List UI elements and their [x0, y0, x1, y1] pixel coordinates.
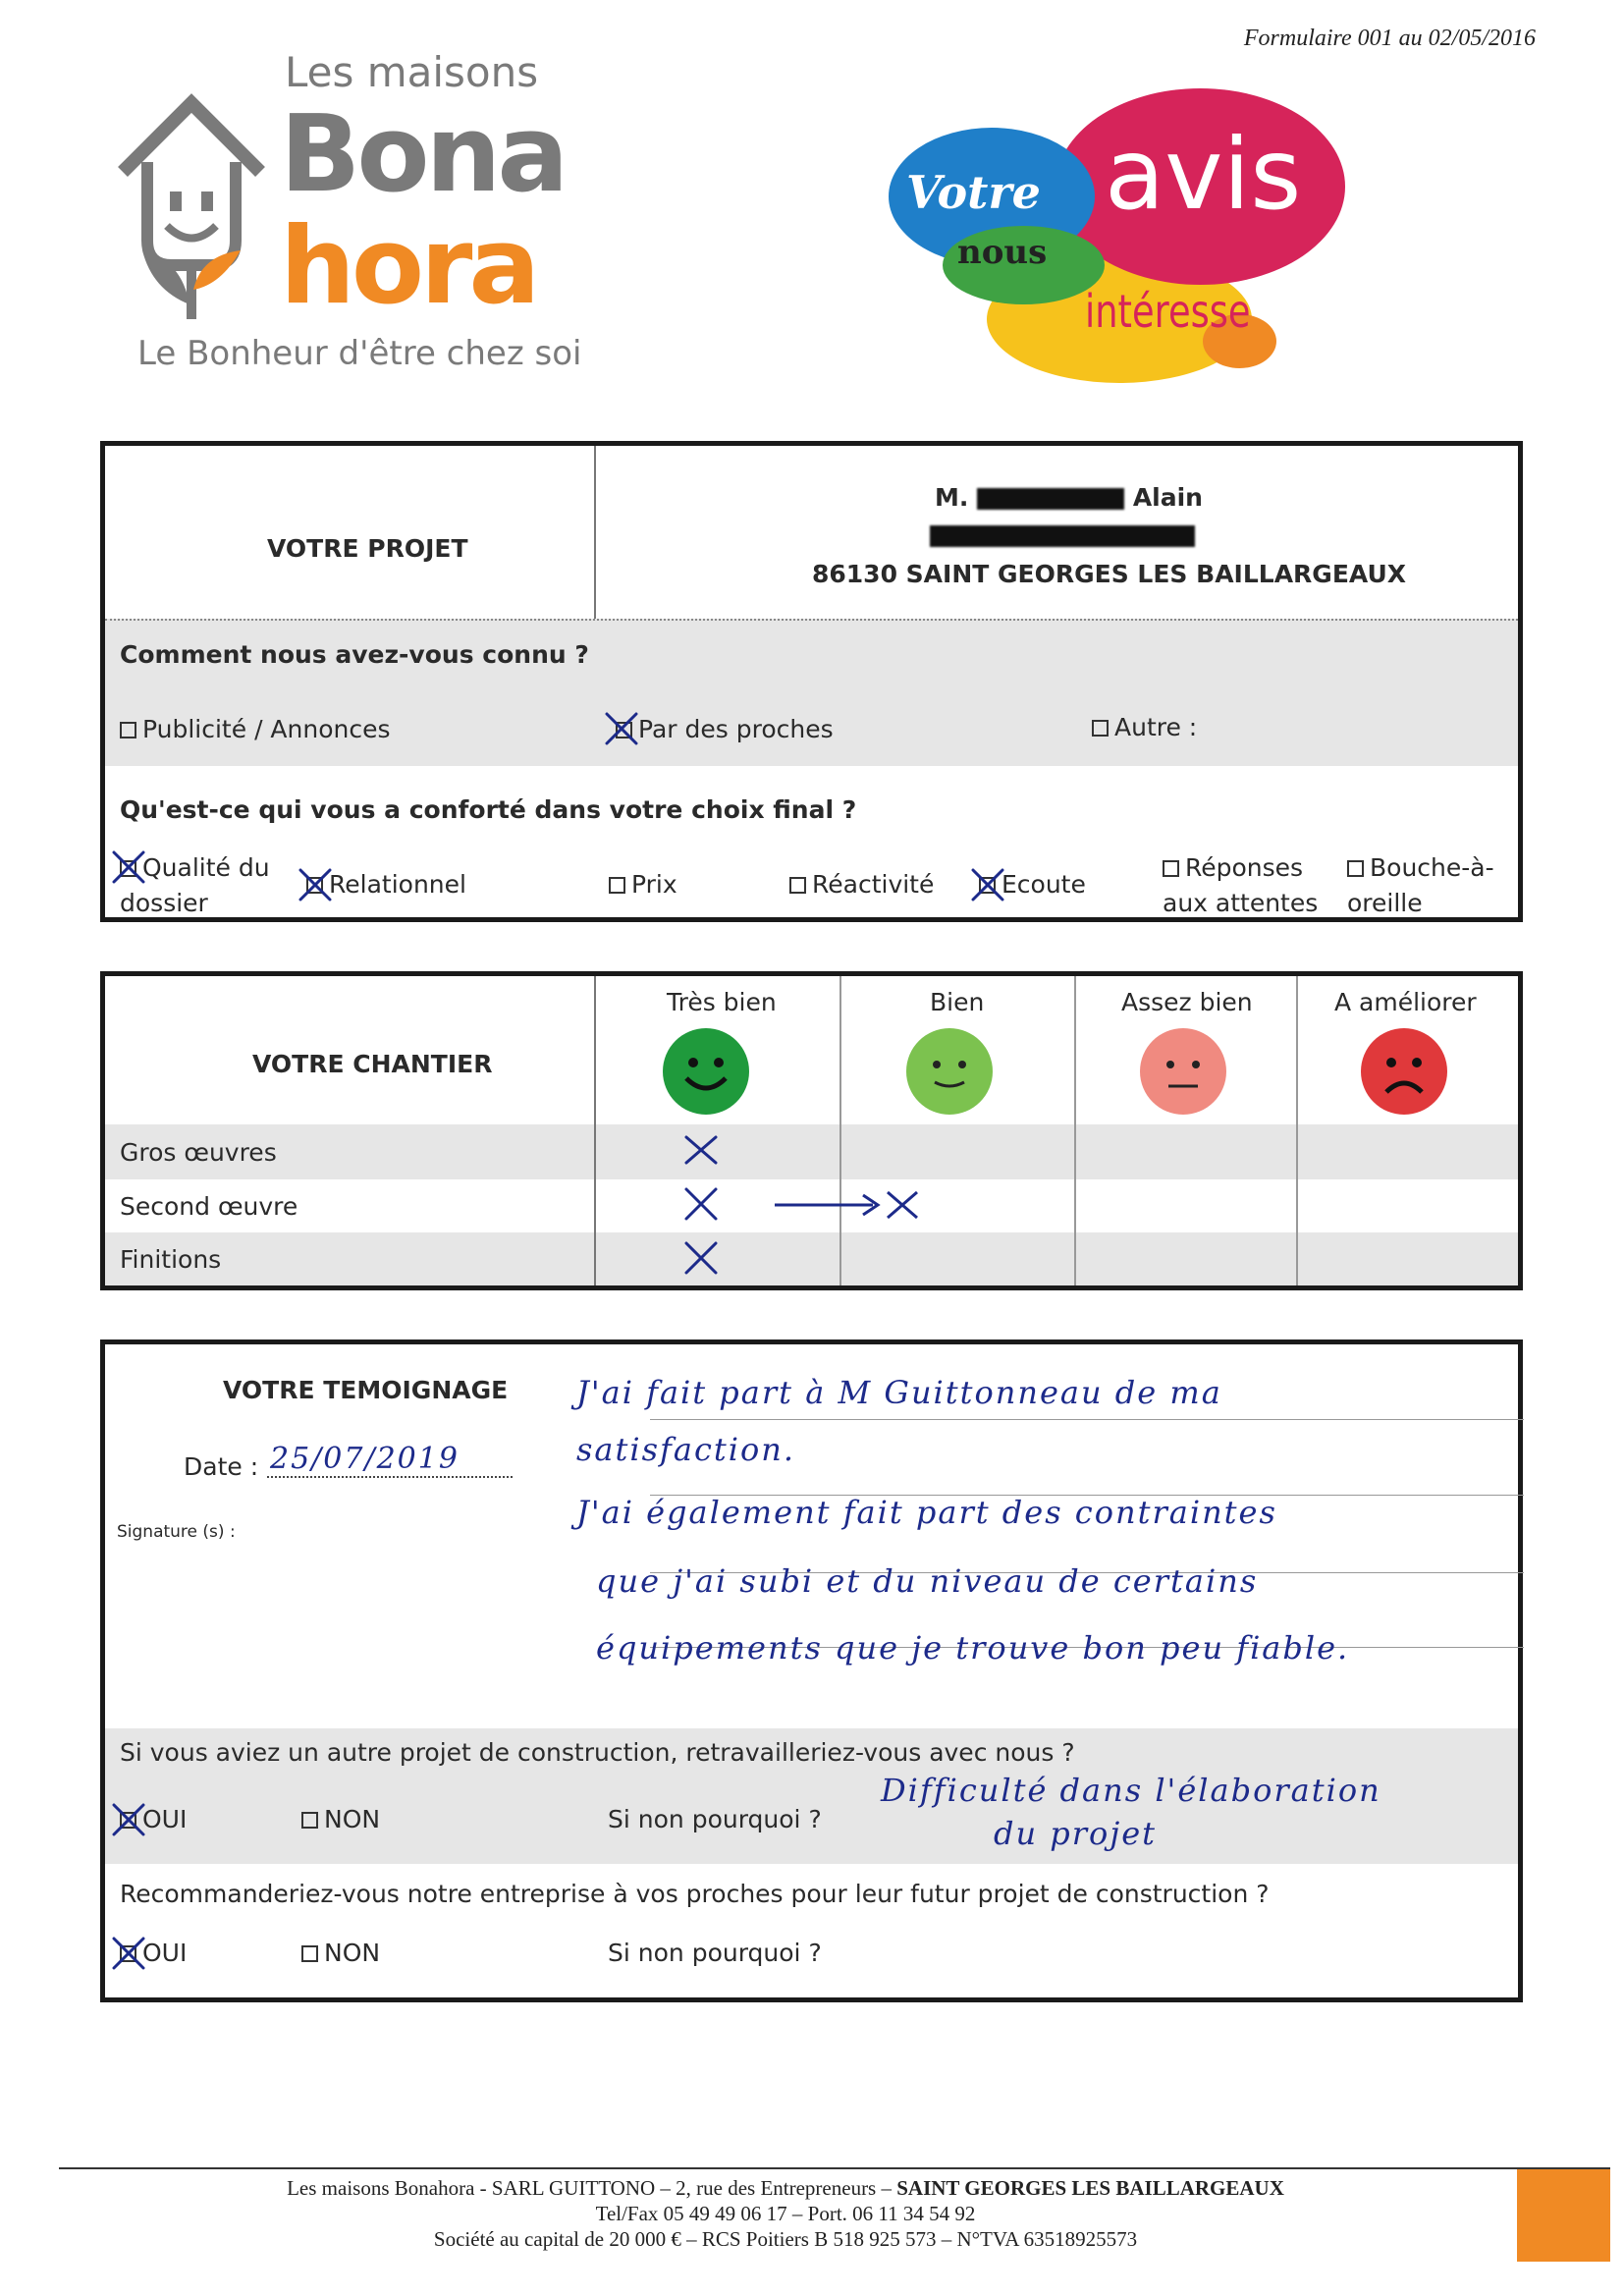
checkbox-par-des-proches[interactable]: Par des proches [616, 715, 834, 744]
client-city: 86130 SAINT GEORGES LES BAILLARGEAUX [812, 560, 1407, 588]
client-address-redacted [930, 520, 1195, 550]
projet-title: VOTRE PROJET [267, 534, 468, 563]
checkbox-bouche-a-oreille[interactable]: Bouche-à-oreille [1347, 853, 1494, 917]
neutral-face-icon [1139, 1027, 1227, 1116]
temoignage-section: VOTRE TEMOIGNAGE Date : 25/07/2019 Signature (s) : J'ai fait part à M Guittonneau de ma satisfaction. J'ai également fait part des contraintes que j'ai subi et du niveau de certains équipements que je trouve bon peu fiable. Si vous aviez un autre projet de construction, retravailleriez-vous avec nous ? OUI NON Si non pourquoi ? Difficulté dans l'élaboration du projet Recommanderiez-vous notre entreprise à vos proches pour leur futur projet de construction ? OUI NON Si non pourquoi ? [100, 1339, 1523, 2002]
footer-line-3: Société au capital de 20 000 € – RCS Poitiers B 518 925 573 – N°TVA 63518925573 [433, 2227, 1138, 2251]
footer-divider [59, 2167, 1610, 2169]
very-happy-face-icon [662, 1027, 750, 1116]
checkbox-recommander-non[interactable]: NON [301, 1939, 380, 1968]
checkbox-qualite-dossier[interactable]: Qualité du dossier [120, 853, 270, 917]
logo-line-1: Les maisons [285, 48, 539, 96]
check-mark-icon [969, 866, 1008, 905]
company-logo [113, 49, 623, 383]
banner-word-votre: Votre [906, 166, 1041, 219]
checkbox-relationnel[interactable]: Relationnel [306, 870, 466, 900]
check-mark-icon [110, 1801, 149, 1840]
mark-finitions-icon [682, 1239, 722, 1279]
house-logo-icon [113, 93, 270, 329]
why-answer: Difficulté dans l'élaboration [881, 1772, 1381, 1809]
date-label: Date : [184, 1452, 259, 1481]
why-answer: du projet [994, 1815, 1158, 1852]
checkbox-recommander-oui[interactable]: OUI [120, 1939, 187, 1968]
footer-line-2: Tel/Fax 05 49 49 06 17 – Port. 06 11 34 54 92 [595, 2202, 976, 2225]
votre-avis-banner [889, 83, 1350, 388]
testimonial-line: équipements que je trouve bon peu fiable. [596, 1629, 1350, 1667]
testimonial-line: que j'ai subi et du niveau de certains [596, 1562, 1259, 1600]
arrow-icon [775, 1190, 942, 1220]
check-mark-icon [110, 848, 149, 888]
checkbox-prix[interactable]: Prix [609, 870, 677, 900]
checkbox-ecoute[interactable]: Ecoute [979, 870, 1086, 900]
logo-tagline: Le Bonheur d'être chez soi [137, 334, 582, 373]
testimonial-line: J'ai fait part à M Guittonneau de ma [576, 1374, 1222, 1411]
checkbox-retravailler-oui[interactable]: OUI [120, 1805, 187, 1834]
form-reference: Formulaire 001 au 02/05/2016 [1243, 26, 1536, 51]
banner-word-nous: nous [957, 233, 1048, 272]
testimonial-line: satisfaction. [576, 1431, 795, 1468]
projet-section: VOTRE PROJET M. Alain 86130 SAINT GEORGES LES BAILLARGEAUX Comment nous avez-vous connu ? Publicité / Annonces Par des proches Autre : Qu'est-ce qui vous a conforté dans votre choix final ? Qualité du dossier Relationnel Prix Réactivité Ecoute Réponses aux attentes Bouche-à-oreille [100, 441, 1523, 922]
sad-face-icon [1360, 1027, 1448, 1116]
checkbox-reponses-attentes[interactable]: Réponses aux attentes [1163, 853, 1319, 917]
happy-face-icon [905, 1027, 994, 1116]
checkbox-autre[interactable]: Autre : [1092, 713, 1197, 742]
check-mark-icon [110, 1935, 149, 1974]
logo-line-3: hora [280, 205, 537, 328]
footer-line-1: Les maisons Bonahora - SARL GUITTONO – 2, rue des Entrepreneurs – SAINT GEORGES LES BAILLARGEAUX [287, 2176, 1284, 2200]
mark-gros-oeuvres-icon [682, 1133, 722, 1173]
mark-second-oeuvre-icon [682, 1185, 722, 1225]
checkbox-reactivite[interactable]: Réactivité [789, 870, 934, 900]
check-mark-icon [603, 710, 642, 749]
checkbox-publicite[interactable]: Publicité / Annonces [120, 715, 391, 744]
client-name: M. Alain [935, 483, 1203, 512]
chantier-section: VOTRE CHANTIER Très bien Bien Assez bien A améliorer Gros œuvres Second œuvre Finitions [100, 971, 1523, 1290]
check-mark-icon [297, 866, 336, 905]
logo-line-2: Bona [280, 93, 566, 216]
banner-word-avis: avis [1105, 117, 1302, 232]
date-value: 25/07/2019 [270, 1442, 460, 1476]
banner-word-interesse: intéresse [1085, 285, 1251, 338]
checkbox-retravailler-non[interactable]: NON [301, 1805, 380, 1834]
testimonial-line: J'ai également fait part des contraintes [576, 1494, 1277, 1531]
